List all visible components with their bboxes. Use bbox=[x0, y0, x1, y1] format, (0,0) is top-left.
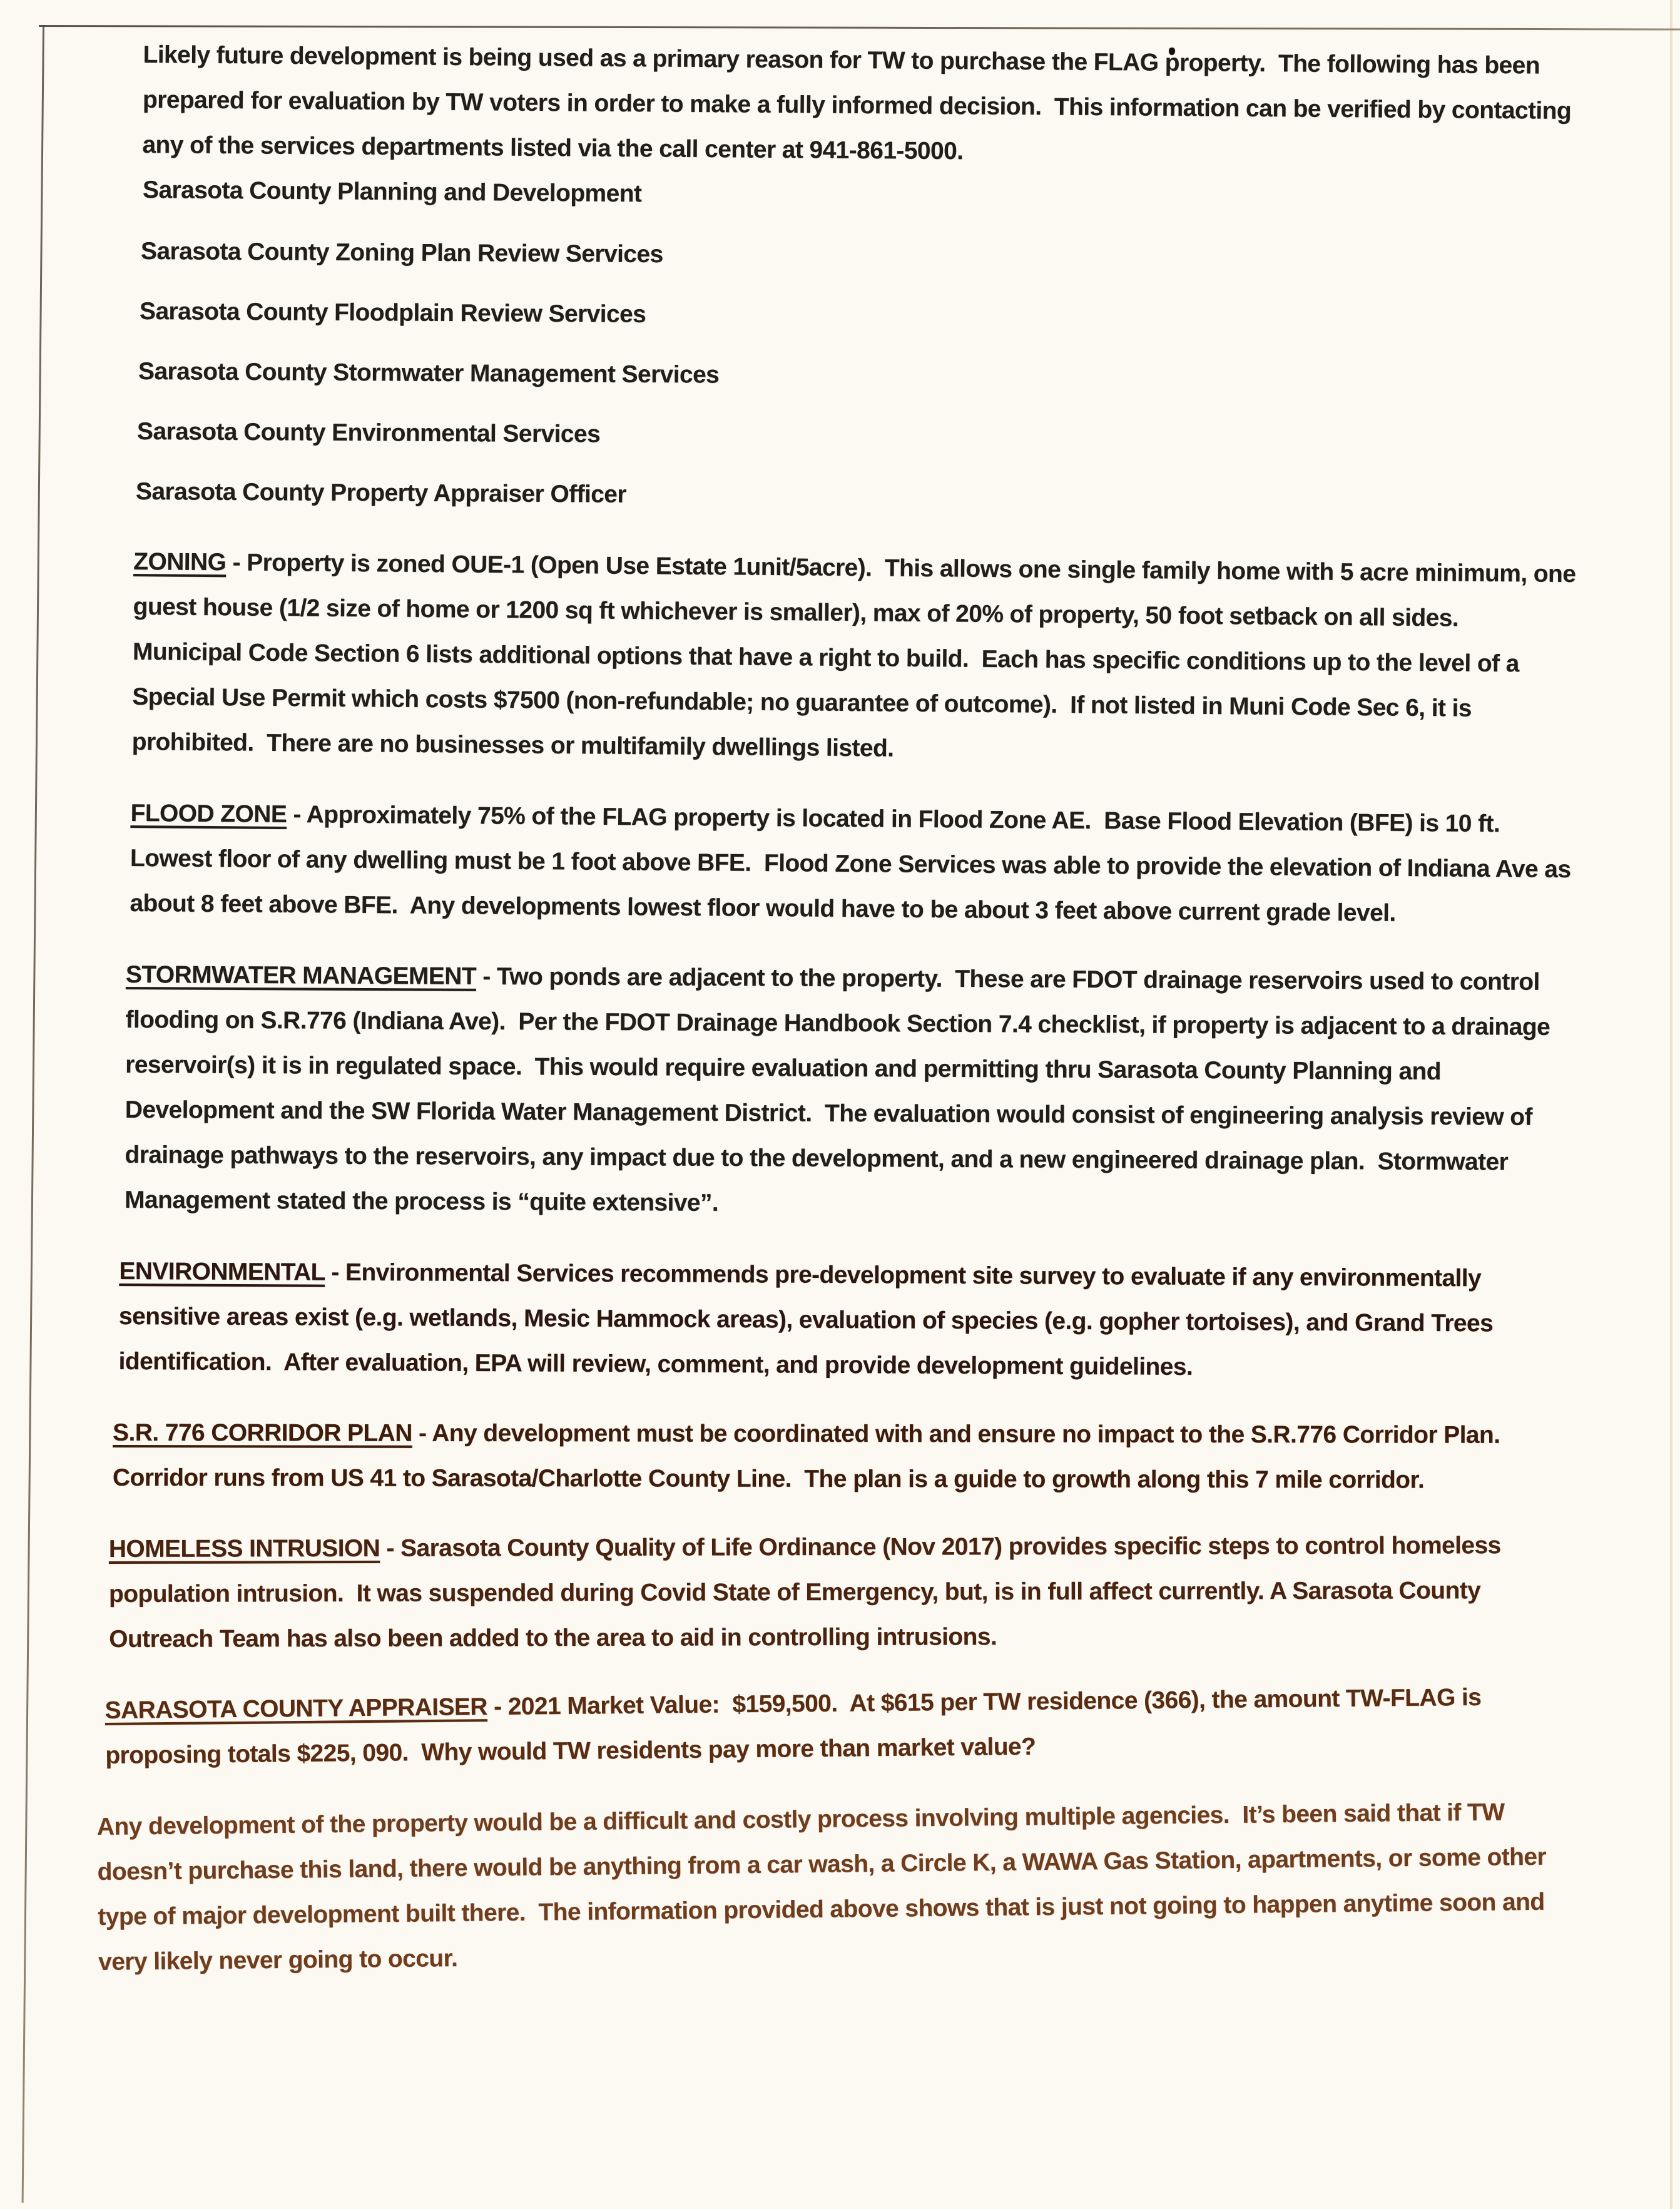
document-body bbox=[96, 33, 1582, 1985]
paper-edge-top bbox=[39, 25, 1680, 30]
section-environmental bbox=[118, 1249, 1578, 1392]
department-item-environmental-services: Sarasota County Environmental Services bbox=[136, 418, 601, 448]
section-body-zoning: - Property is zoned OUE-1 (Open Use Estate 1unit/5acre). This allows one single family home with 5 acre minimum, one guest house (1/2 size of home or 1200 sq ft whichever is smaller), max of 20% of property, 50 foot setback on all sides. Municipal Code Section 6 lists additional options that have a right to build. Each has specific conditions up to the level of a Special Use Permit which costs $7500 (non-refundable; no guarantee of outcome). If not listed in Muni Code Sec 6, it is prohibited. There are no businesses or multifamily dwellings listed. bbox=[131, 549, 1582, 762]
section-heading-sr776: S.R. 776 CORRIDOR PLAN bbox=[113, 1419, 412, 1447]
section-flood-zone bbox=[130, 791, 1579, 937]
paper-edge-right bbox=[1670, 0, 1672, 2209]
intro-department-line: Sarasota County Planning and Development bbox=[142, 176, 642, 208]
section-heading-appraiser: SARASOTA COUNTY APPRAISER bbox=[104, 1693, 488, 1725]
section-county-appraiser bbox=[104, 1674, 1578, 1778]
section-body-homeless: - Sarasota County Quality of Life Ordinance (Nov 2017) provides specific steps to control homeless population intrusion. It was suspended during Covid State of Emergency, but, is in full affect currently. A Sarasota County Outreach Team has also been added to the area to aid in controlling intrusions. bbox=[108, 1532, 1507, 1653]
section-heading-flood-zone: FLOOD ZONE bbox=[130, 800, 287, 828]
section-heading-zoning: ZONING bbox=[133, 548, 227, 576]
section-heading-homeless: HOMELESS INTRUSION bbox=[108, 1534, 380, 1563]
paper-edge-left bbox=[22, 25, 44, 2203]
department-item-stormwater-management: Sarasota County Stormwater Management Services bbox=[138, 358, 720, 389]
section-body-sr776: - Any development must be coordinated with and ensure no impact to the S.R.776 Corridor Plan. Corridor runs from US 41 to Sarasota/Charlotte County Line. The plan is a guide to growth along this 7 mile corridor. bbox=[112, 1419, 1513, 1494]
section-zoning bbox=[131, 539, 1582, 777]
section-body-environmental: - Environmental Services recommends pre-development site survey to evaluate if any environmentally sensitive areas exist (e.g. wetlands, Mesic Hammock areas), evaluation of species (e.g. gopher tortoises), and Grand Trees identification. After evaluation, EPA will review, comment, and provide development guidelines. bbox=[118, 1258, 1500, 1380]
closing-paragraph: Any development of the property would be a difficult and costly process involving multiple agencies. It’s been said that if TW doesn’t purchase this land, there would be anything from a car wash, a Circle K, a WAWA Gas Station, apartments, or some other type of major development built there. The information provided above shows that is just not going to happen anytime soon and very likely never going to occur. bbox=[96, 1798, 1553, 1976]
department-item-floodplain-review: Sarasota County Floodplain Review Services bbox=[139, 298, 646, 328]
intro-paragraph: Likely future development is being used as a primary reason for TW to purchase the FLAG property. The following has been prepared for evaluation by TW voters in order to make a fully informed decision. This information can be verified by contacting any of the services departments listed via the call center at 941-861-5000. bbox=[142, 41, 1578, 165]
section-homeless-intrusion bbox=[109, 1523, 1579, 1662]
section-body-flood-zone: - Approximately 75% of the FLAG property is located in Flood Zone AE. Base Flood Elevation (BFE) is 10 ft. Lowest floor of any dwelling must be 1 foot above BFE. Flood Zone Services was able to provide the elevation of Indiana Ave as about 8 feet above BFE. Any developments lowest floor would have to be about 3 feet above current grade level. bbox=[130, 800, 1577, 927]
section-sr776-corridor-plan bbox=[113, 1411, 1578, 1503]
section-heading-stormwater: STORMWATER MANAGEMENT bbox=[125, 961, 477, 990]
section-heading-environmental: ENVIRONMENTAL bbox=[119, 1258, 325, 1286]
department-item-zoning-plan-review: Sarasota County Zoning Plan Review Services bbox=[140, 238, 663, 268]
department-item-property-appraiser: Sarasota County Property Appraiser Officer bbox=[135, 478, 627, 508]
section-body-stormwater: - Two ponds are adjacent to the property. These are FDOT drainage reservoirs used to control flooding on S.R.776 (Indiana Ave). Per the FDOT Drainage Handbook Section 7.4 checklist, if property is adjacent to a drainage reservoir(s) it is in regulated space. This would require evaluation and permitting thru Sarasota County Planning and Development and the SW Florida Water Management District. The evaluation would consist of engineering analysis review of drainage pathways to the reservoirs, any impact due to the development, and a new engineered drainage plan. Stormwater Management stated the process is “quite extensive”. bbox=[124, 962, 1557, 1217]
section-body-appraiser: - 2021 Market Value: $159,500. At $615 per TW residence (366), the amount TW-FLAG is proposing totals $225, 090. Why would TW residents pay more than market value? bbox=[105, 1683, 1488, 1769]
section-stormwater-management bbox=[125, 952, 1579, 1230]
